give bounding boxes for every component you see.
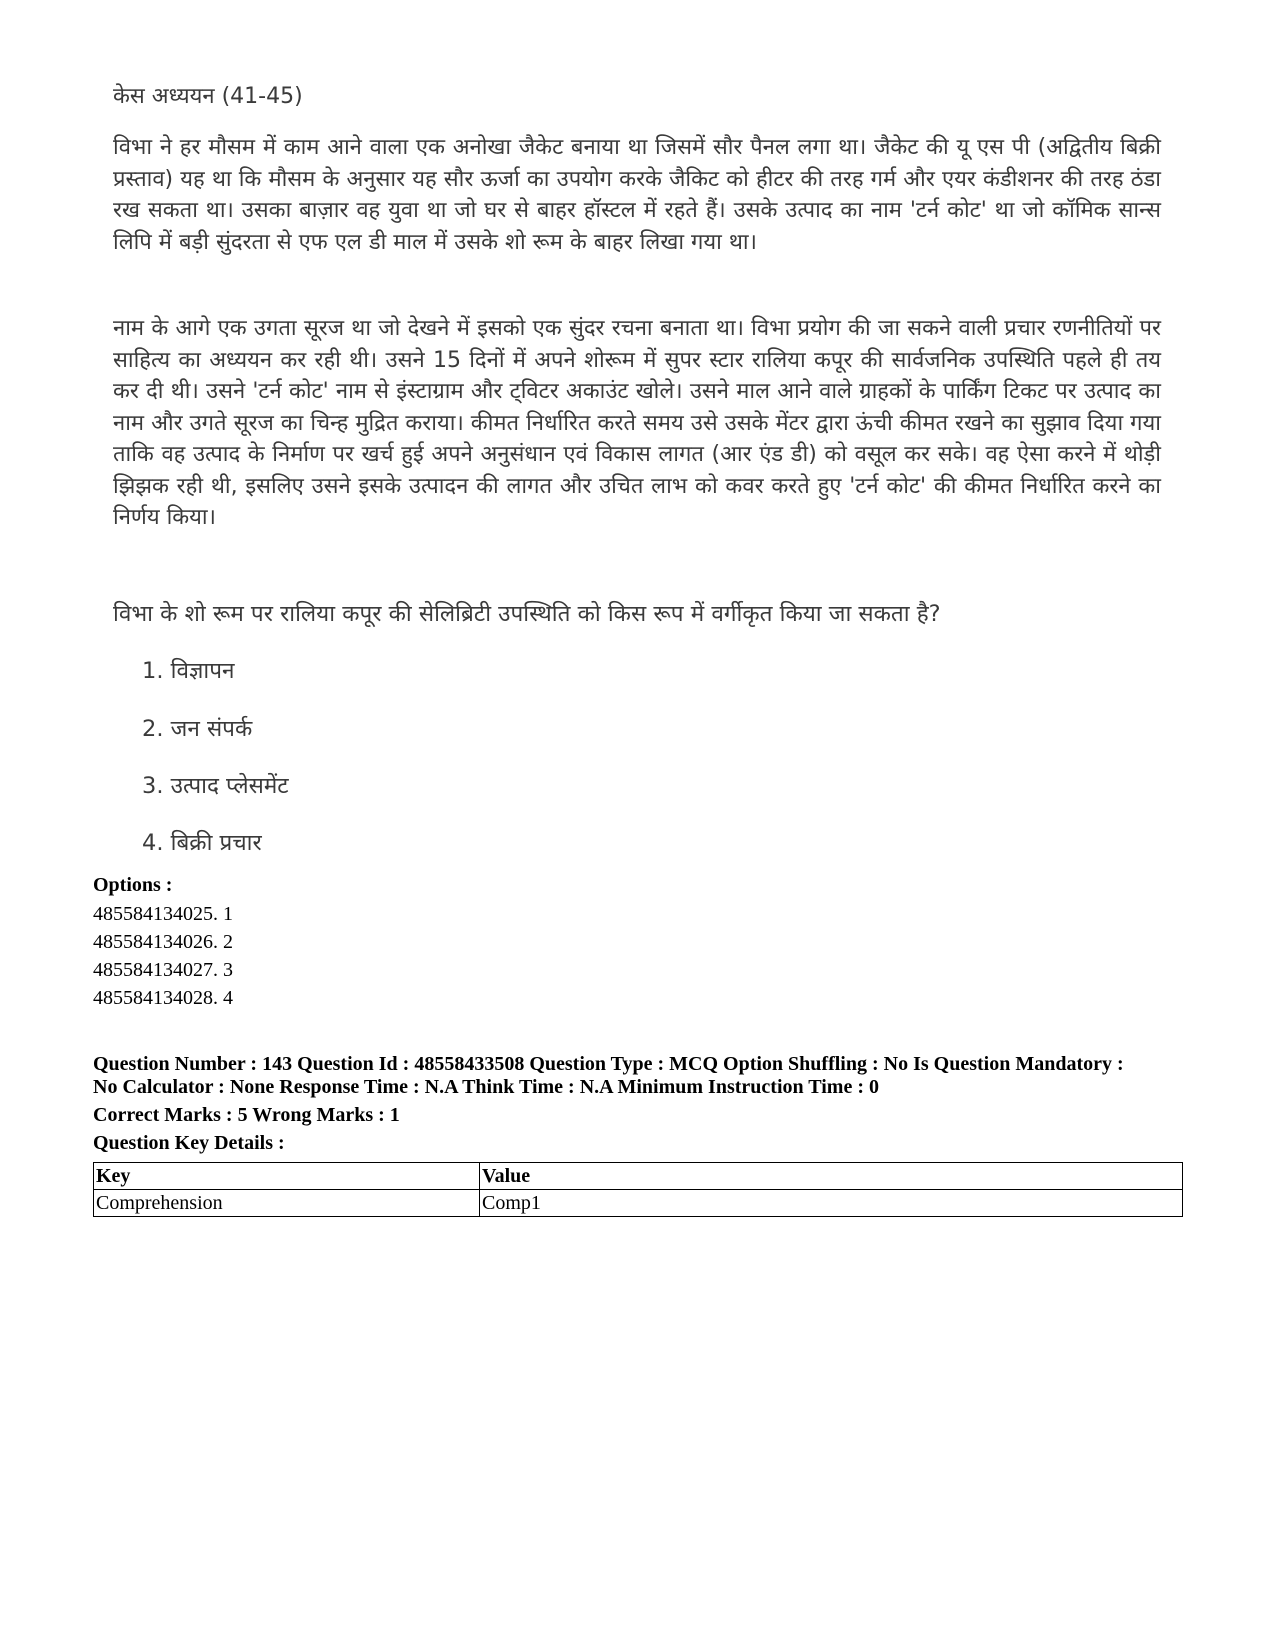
case-study-paragraph-1: विभा ने हर मौसम में काम आने वाला एक अनोखा जैकेट बनाया था जिसमें सौर पैनल लगा था। जैकेट की यू एस पी (अद्वितीय बिक्री प्रस्ताव) यह था कि मौसम के अनुसार यह सौर ऊर्जा का उपयोग करके जैकिट को हीटर की तरह गर्म और एयर कंडीशनर की तरह ठंडा रख सकता था। उसका बाज़ार वह युवा था जो घर से बाहर हॉस्टल में रहते हैं। उसके उत्पाद का नाम 'टर्न कोट' था जो कॉमिक सान्स लिपि में बड़ी सुंदरता से एफ एल डी माल में उसके शो रूम के बाहर लिखा गया था। [113,135,1161,255]
case-study-heading: केस अध्ययन (41-45) [113,84,303,109]
question-meta-line-1: Question Number : 143 Question Id : 48558433508 Question Type : MCQ Option Shuffling : No Is Question Mandatory : [93,1053,1124,1075]
answer-choice-1: 1. विज्ञापन [142,658,235,684]
option-id-1: 485584134025. 1 [93,903,233,925]
option-id-3: 485584134027. 3 [93,959,233,981]
table-row [94,1190,1183,1217]
case-study-paragraph-2: नाम के आगे एक उगता सूरज था जो देखने में इसको एक सुंदर रचना बनाता था। विभा प्रयोग की जा सकने वाली प्रचार रणनीतियों पर साहित्य का अध्ययन कर रही थी। उसने 15 दिनों में अपने शोरूम में सुपर स्टार रालिया कपूर की सार्वजनिक उपस्थिति पहले ही तय कर दी थी। उसने 'टर्न कोट' नाम से इंस्टाग्राम और ट्विटर अकाउंट खोले। उसने माल आने वाले ग्राहकों के पार्किंग टिकट पर उत्पाद का नाम और उगते सूरज का चिन्ह मुद्रित कराया। कीमत निर्धारित करते समय उसे उसके मेंटर द्वारा ऊंची कीमत रखने का सुझाव दिया गया ताकि वह उत्पाद के निर्माण पर खर्च हुई अपने अनुसंधान एवं विकास लागत (आर एंड डी) को वसूल कर सके। वह ऐसा करने में थोड़ी झिझक रही थी, इसलिए उसने इसके उत्पादन की लागत और उचित लाभ को कवर करते हुए 'टर्न कोट' की कीमत निर्धारित करने का निर्णय किया। [113,316,1161,530]
option-id-2: 485584134026. 2 [93,931,233,953]
table-header-key: Key [94,1163,480,1190]
key-details-heading: Question Key Details : [93,1132,285,1154]
answer-choice-2: 2. जन संपर्क [142,716,253,742]
option-id-4: 485584134028. 4 [93,987,233,1009]
marks-line: Correct Marks : 5 Wrong Marks : 1 [93,1104,400,1126]
answer-choice-4: 4. बिक्री प्रचार [142,830,262,856]
key-details-table [93,1162,1183,1217]
table-cell-value: Comp1 [480,1190,1183,1217]
table-cell-key: Comprehension [94,1190,480,1217]
options-heading: Options : [93,874,173,896]
table-header-value: Value [480,1163,1183,1190]
answer-choice-3: 3. उत्पाद प्लेसमेंट [142,773,289,799]
question-meta-line-2: No Calculator : None Response Time : N.A Think Time : N.A Minimum Instruction Time : 0 [93,1076,879,1098]
question-text: विभा के शो रूम पर रालिया कपूर की सेलिब्रिटी उपस्थिति को किस रूप में वर्गीकृत किया जा सकता है? [113,601,941,627]
table-header-row [94,1163,1183,1190]
